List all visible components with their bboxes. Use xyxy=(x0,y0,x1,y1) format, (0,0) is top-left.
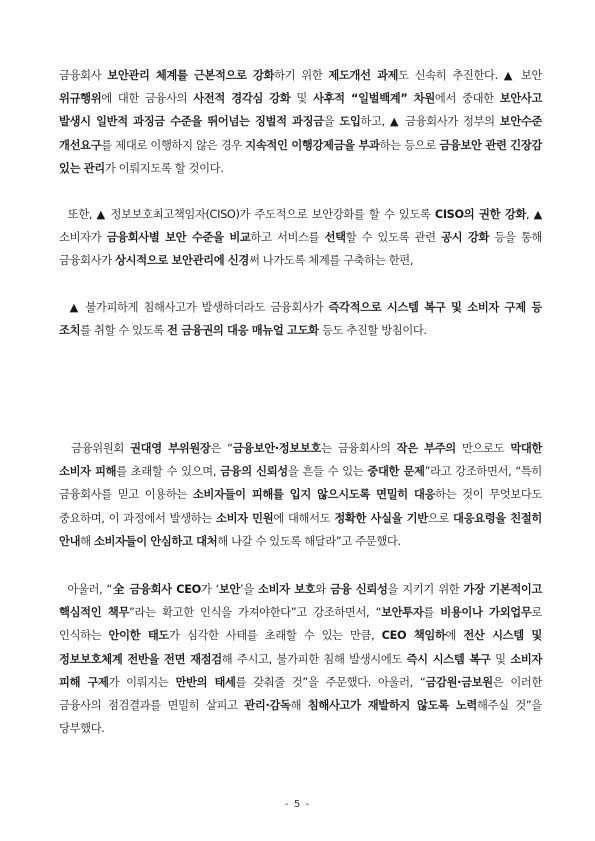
body-text: 금융회사 xyxy=(59,69,108,82)
body-text: 해주실 것”을 당부했다. xyxy=(59,699,542,736)
emphasis-text: 사전적 경각심 강화 xyxy=(193,92,291,106)
body-text: 는 금융회사의 xyxy=(321,442,397,455)
emphasis-text: 금융보안 관련 긴장감 있는 관리 xyxy=(59,138,542,175)
body-text: 은 “ xyxy=(210,442,233,455)
body-text: ”라고 강조하면서, “특히 금융회사를 믿고 이용하는 xyxy=(59,465,542,502)
emphasis-text: 관리·감독 xyxy=(244,699,291,713)
emphasis-text: 권대영 부위원장 xyxy=(130,442,211,455)
body-text: 하는 것이 무엇보다도 중요하며, 이 과정에서 발생하는 xyxy=(59,488,542,525)
emphasis-text: 상시적으로 보안관리에 신경 xyxy=(115,254,249,268)
emphasis-text: 막대한 소비자 피해 xyxy=(59,442,543,479)
body-text: 을 xyxy=(323,115,340,129)
body-text: 가 ‘ xyxy=(200,583,219,596)
emphasis-text: CEO 책임하 xyxy=(381,629,446,643)
body-text: 가 이뤄지는 xyxy=(108,675,176,689)
body-text: 를 취할 수 있도록 xyxy=(80,324,168,338)
body-text: 또한, ▲ 정보보호최고책임자(CISO)가 주도적으로 보안강화를 할 수 있도록 xyxy=(59,208,435,221)
emphasis-text: 보안투자 xyxy=(381,606,424,620)
paragraph-ceo-responsibility xyxy=(59,578,542,740)
emphasis-text: 全 금융회사 CEO xyxy=(112,583,201,596)
emphasis-text: 전 금융권의 대응 매뉴얼 고도화 xyxy=(167,324,319,338)
body-text: 에 xyxy=(445,629,464,643)
emphasis-text: 보안관리 체계를 근본적으로 강화 xyxy=(107,69,275,82)
body-text: 등도 추진할 방침이다. xyxy=(318,324,427,338)
emphasis-text: 즉각적으로 시스템 복구 및 소비자 구제 등 조치 xyxy=(59,301,542,338)
emphasis-text: 대응요령을 친절히 안내 xyxy=(59,511,542,548)
emphasis-text: 작은 부주의 xyxy=(396,442,456,455)
paragraph-incident-response xyxy=(59,296,542,342)
body-text: 로 인식하는 xyxy=(59,606,542,643)
emphasis-text: 가장 기본적이고 핵심적인 책무 xyxy=(59,583,543,620)
emphasis-text: 금융의 신뢰성 xyxy=(220,465,288,479)
body-text: 를 초래할 수 있으며, xyxy=(116,465,221,479)
body-text: 에서 중대한 xyxy=(434,92,500,106)
body-text: 가 이뤄지도록 할 것이다. xyxy=(104,161,224,175)
body-text: 에 대해서도 xyxy=(273,511,335,525)
emphasis-text: 침해사고가 재발하지 않도록 노력 xyxy=(307,699,477,713)
emphasis-text: 소비자들이 피해를 입지 않으시도록 면밀히 대응 xyxy=(192,488,436,502)
emphasis-text: 만반의 태세 xyxy=(175,675,236,689)
emphasis-text: 소비자들이 안심하고 대처 xyxy=(93,534,218,548)
body-text: 를 제대로 이행하지 않은 경우 xyxy=(101,138,246,152)
body-text: 가 심각한 사태를 초래할 수 있는 만큼, xyxy=(168,629,382,643)
emphasis-text: 금융회사별 보안 수준을 비교 xyxy=(106,231,251,245)
emphasis-text: 즉시 시스템 복구 xyxy=(406,652,491,666)
emphasis-text: 보안사고 발생시 일반적 과징금 수준을 뛰어넘는 징벌적 과징금 xyxy=(59,92,543,129)
emphasis-text: CISO의 권한 강화 xyxy=(434,208,527,221)
body-text: ’을 xyxy=(239,583,258,596)
body-text: 은 이러한 금융사의 점검결과를 면밀히 살피고 xyxy=(59,675,543,713)
paragraph-ciso-authority xyxy=(59,203,542,273)
body-text: 와 xyxy=(315,583,331,596)
emphasis-text: 도입 xyxy=(339,115,361,129)
body-text: 을 지키기 위한 xyxy=(387,583,464,596)
body-text: 하고, ▲ 금융회사가 정부의 xyxy=(360,115,500,129)
body-text: ”라는 확고한 인식을 가져야한다”고 강조하면서, “ xyxy=(129,606,382,620)
emphasis-text: 금융보안·정보보호 xyxy=(232,442,322,455)
body-text: 써 나가도록 체계를 구축하는 한편, xyxy=(248,254,414,268)
body-text: 를 갖춰줄 것”을 주문했다. 아울러, “ xyxy=(235,675,426,689)
body-text: 아울러, “ xyxy=(59,583,113,596)
emphasis-text: 보안 xyxy=(218,583,240,596)
body-text: 해 나갈 수 있도록 해달라”고 주문했다. xyxy=(217,534,401,548)
paragraph-security-reform xyxy=(59,64,542,180)
body-text: 에 대한 금융사의 xyxy=(101,92,194,106)
emphasis-text: 소비자 민원 xyxy=(216,511,274,525)
body-text: 및 xyxy=(490,652,511,666)
emphasis-text: 선택 xyxy=(324,231,346,245)
body-text: 해 xyxy=(80,534,94,548)
body-text: 를 xyxy=(423,606,441,620)
emphasis-text: 공시 강화 xyxy=(441,231,490,245)
body-text: , ▲ 소비자가 xyxy=(59,208,542,245)
body-text: 만으로도 xyxy=(455,442,511,455)
page-number: - 5 - xyxy=(285,799,310,810)
emphasis-text: 제도개선 과제 xyxy=(328,69,399,82)
body-text: 해 xyxy=(290,699,308,713)
emphasis-text: 소비자 보호 xyxy=(258,583,316,596)
emphasis-text: 위규행위 xyxy=(59,92,102,106)
emphasis-text: 전산 시스템 및 정보보호체계 전반을 전면 재점검 xyxy=(59,629,542,666)
emphasis-text: 중대한 문제 xyxy=(367,465,425,479)
emphasis-text: 금감원·금보원 xyxy=(425,675,493,689)
emphasis-text: 정확한 사실을 기반 xyxy=(334,511,428,525)
emphasis-text: 소비자 피해 구제 xyxy=(59,652,543,689)
paragraph-vice-chairman-remarks xyxy=(59,437,542,553)
body-text: 및 xyxy=(290,92,313,106)
emphasis-text: 보안수준 개선요구 xyxy=(59,115,543,152)
emphasis-text: 비용이나 가외업무 xyxy=(440,606,532,620)
emphasis-text: 안이한 태도 xyxy=(108,629,169,643)
body-text: 해 주시고, 불가피한 침해 발생시에도 xyxy=(221,652,407,666)
body-text: 도 신속히 추진한다. ▲ 보안 xyxy=(398,69,543,82)
body-text: 하고 서비스를 xyxy=(250,231,325,245)
body-text: 하는 등으로 xyxy=(379,138,440,152)
emphasis-text: 지속적인 이행강제금을 부과 xyxy=(245,138,380,152)
emphasis-text: 금융 신뢰성 xyxy=(330,583,388,596)
emphasis-text: 사후적 “일벌백계” 차원 xyxy=(313,92,435,106)
body-text: 할 수 있도록 관련 xyxy=(345,231,442,245)
body-text: 하기 위한 xyxy=(274,69,329,82)
body-text: 등을 통해 금융회사가 xyxy=(59,231,542,268)
body-text: 으로 xyxy=(427,511,454,525)
body-text: 을 흔들 수 있는 xyxy=(287,465,368,479)
body-text: 금융위원회 xyxy=(59,442,131,455)
body-text: ▲ 불가피하게 침해사고가 발생하더라도 금융회사가 xyxy=(59,301,329,314)
